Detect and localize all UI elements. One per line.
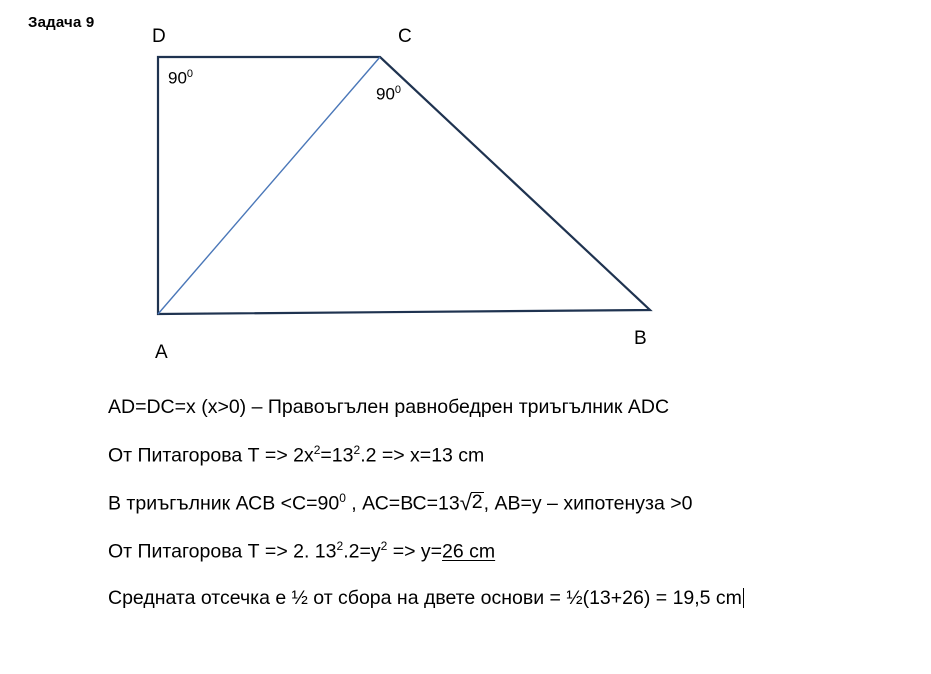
vertex-label-C: C bbox=[398, 26, 412, 47]
line3-part-2: 0 bbox=[339, 490, 346, 505]
radical-sign: √ bbox=[459, 490, 472, 515]
solution-line-3 bbox=[108, 492, 908, 515]
solution-line-5 bbox=[108, 588, 908, 609]
line3-part-1: В триъгълник АСВ <С=90 bbox=[108, 492, 340, 514]
line4-part-1: От Питагорова Т => 2. 13 bbox=[108, 540, 337, 563]
angle-value-C: 90 bbox=[376, 84, 395, 104]
line5-text: Средната отсечка е ½ от сбора на двете основи = ½(13+26) = 19,5 cm bbox=[108, 587, 742, 609]
line4-part-4: 2 bbox=[380, 539, 388, 553]
line2-part-4: 2 bbox=[353, 442, 361, 457]
page-title: Задача 9 bbox=[28, 14, 95, 31]
angle-label-D bbox=[168, 68, 193, 89]
line2-part-1: От Питагорова Т => 2x bbox=[108, 444, 314, 466]
solution-line-1: AD=DC=x (x>0) – Правоъгълен равнобедрен триъгълник ADC bbox=[108, 396, 670, 418]
solution-text bbox=[108, 398, 908, 635]
solution-line-2 bbox=[108, 444, 908, 466]
line4-part-3: .2=y bbox=[343, 540, 381, 563]
angle-degree-C: 0 bbox=[394, 84, 402, 96]
vertex-label-B: B bbox=[634, 328, 647, 349]
line3-part-5: , АВ=y – хипотенуза >0 bbox=[483, 492, 693, 514]
angle-label-C bbox=[376, 84, 401, 105]
square-root-expression bbox=[460, 492, 484, 514]
line4-part-5: => y= bbox=[387, 540, 443, 563]
final-answer-y: 26 cm bbox=[442, 540, 496, 563]
trapezoid-outline bbox=[158, 57, 650, 314]
text-caret bbox=[743, 588, 744, 608]
line2-part-5: .2 => x=13 cm bbox=[360, 444, 485, 466]
line4-part-2: 2 bbox=[336, 539, 344, 553]
vertex-label-A: A bbox=[155, 342, 168, 363]
line2-part-3: =13 bbox=[320, 444, 354, 466]
line3-part-3: , АС=ВС=13 bbox=[345, 492, 460, 514]
radicand: 2 bbox=[471, 491, 483, 513]
line2-part-2: 2 bbox=[313, 442, 321, 457]
angle-value-D: 90 bbox=[168, 68, 187, 88]
vertex-label-D: D bbox=[152, 26, 166, 47]
solution-line-4 bbox=[108, 540, 908, 562]
diagonal-AC bbox=[158, 57, 380, 314]
angle-degree-D: 0 bbox=[186, 68, 194, 80]
